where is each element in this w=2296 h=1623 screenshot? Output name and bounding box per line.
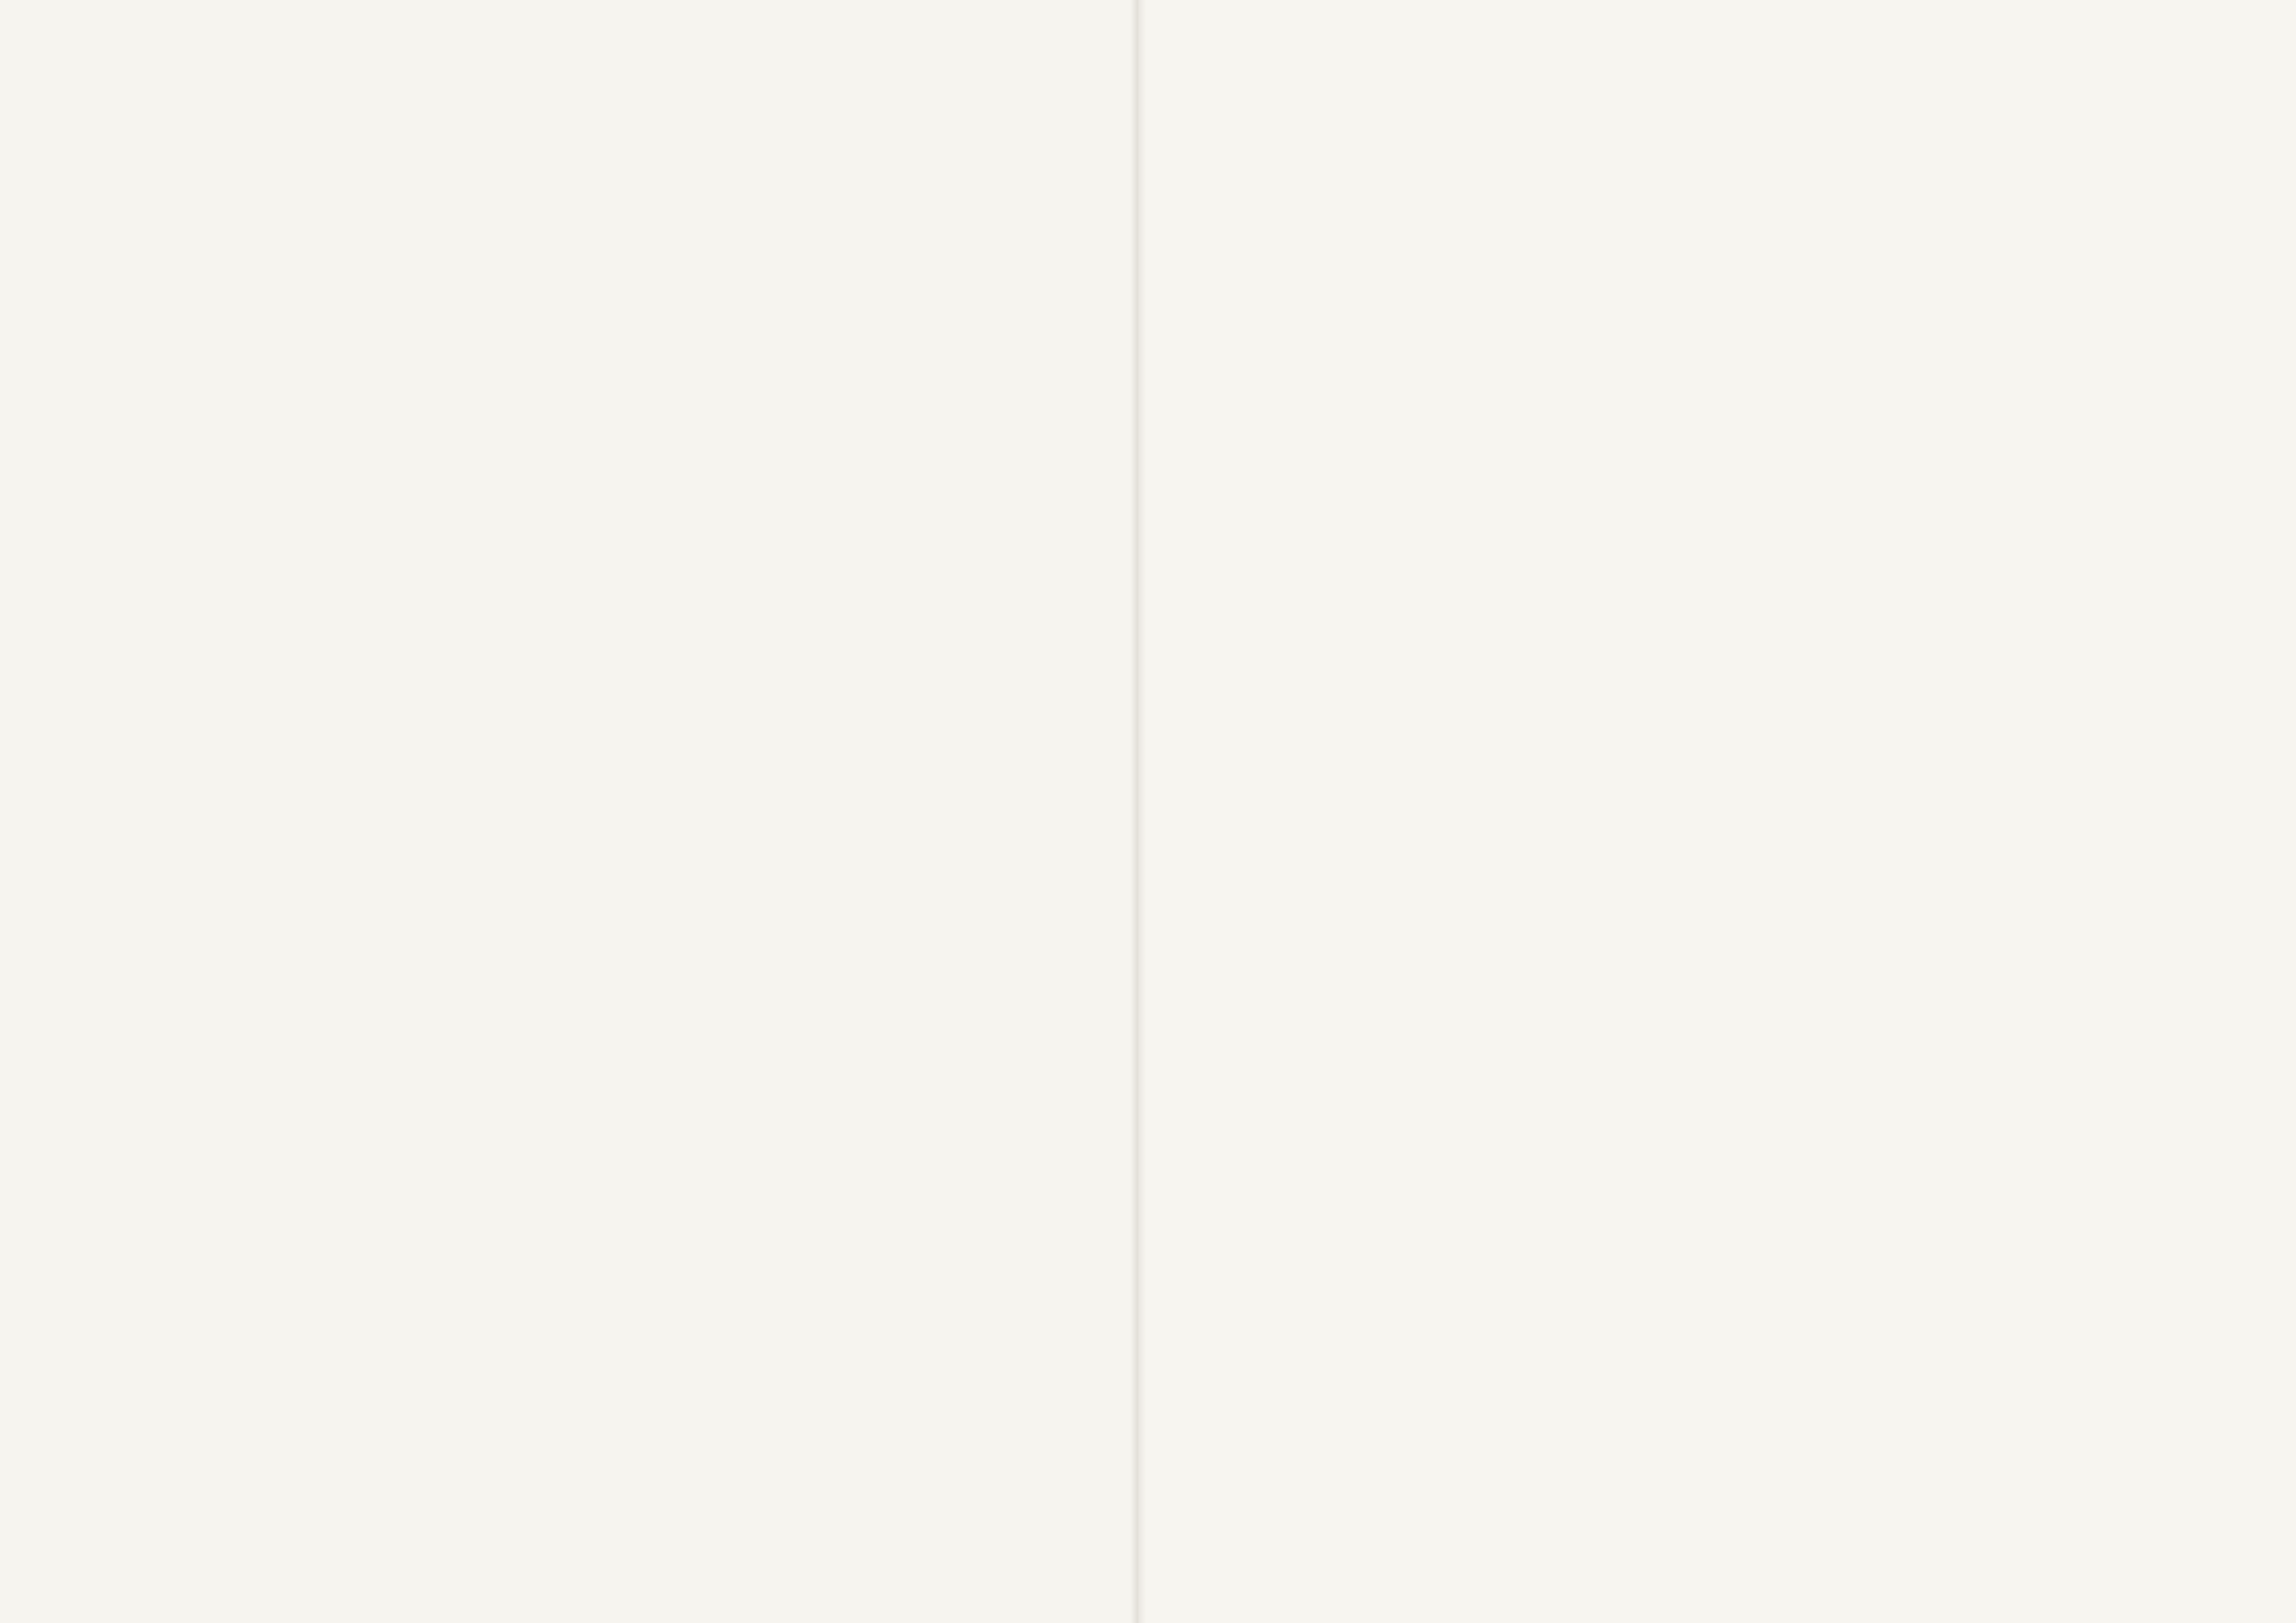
- document-title: [159, 96, 1042, 109]
- right-page: [1138, 0, 2296, 1623]
- left-page: [0, 0, 1138, 1623]
- page-fold: [1130, 0, 1146, 1623]
